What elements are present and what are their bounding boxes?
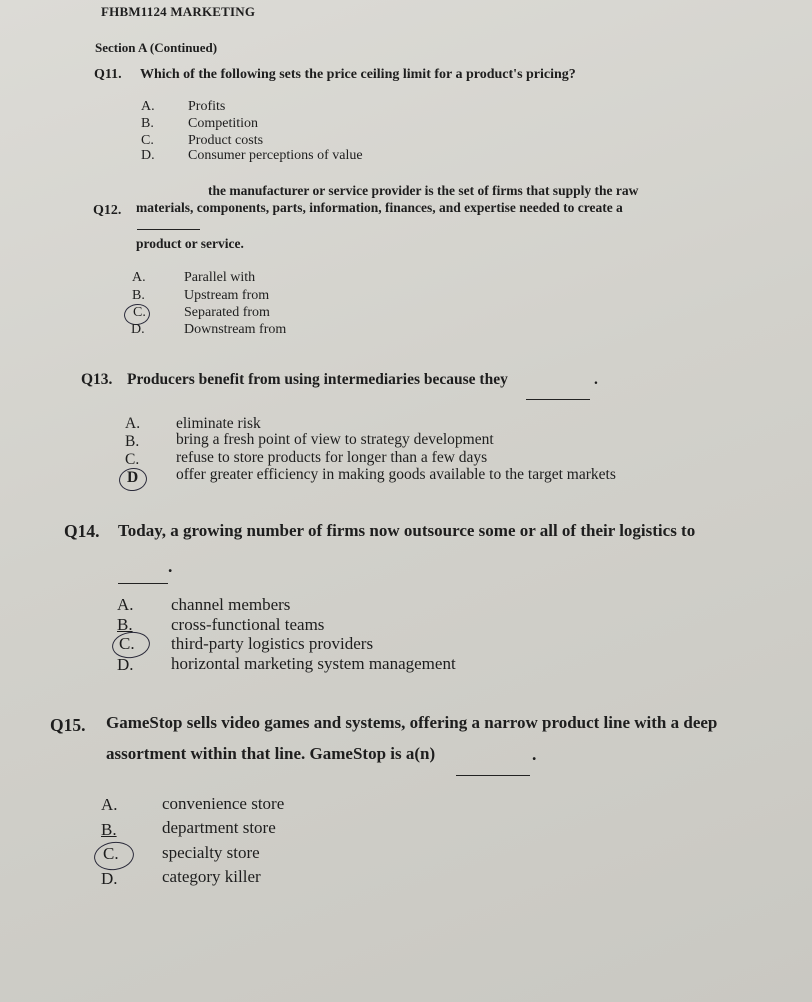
option-letter: B. xyxy=(117,615,133,634)
option-text: offer greater efficiency in making goods available to the target markets xyxy=(176,466,616,483)
option-letter: D. xyxy=(131,322,145,337)
course-title: FHBM1124 MARKETING xyxy=(101,4,256,19)
option-letter: D xyxy=(127,469,139,486)
option-text: channel members xyxy=(171,595,291,614)
option-text: third-party logistics providers xyxy=(171,634,374,653)
question-text: Which of the following sets the price ceiling limit for a product's pricing? xyxy=(140,67,576,82)
option-letter: D. xyxy=(117,655,134,674)
question-number: Q14. xyxy=(64,521,100,541)
option-text: Product costs xyxy=(188,133,264,148)
question-number: Q12. xyxy=(93,203,122,218)
option-text: Consumer perceptions of value xyxy=(188,148,363,163)
option-letter: A. xyxy=(117,595,134,614)
option-letter: C. xyxy=(125,451,140,468)
answer-blank xyxy=(526,387,590,405)
question-text: Today, a growing number of firms now outsource some or all of their logistics to xyxy=(118,521,696,540)
option-text: Downstream from xyxy=(184,322,287,337)
option-letter: A. xyxy=(141,99,155,114)
option-letter: B. xyxy=(101,820,117,839)
option-letter: C. xyxy=(103,844,119,863)
option-text: refuse to store products for longer than a few days xyxy=(176,449,488,466)
answer-circle-mark xyxy=(92,839,136,872)
option-text: convenience store xyxy=(162,794,285,813)
question-number: Q11. xyxy=(94,67,122,82)
option-letter: D. xyxy=(101,869,118,888)
option-letter: B. xyxy=(141,116,154,131)
option-letter: C. xyxy=(133,305,146,320)
option-text: Parallel with xyxy=(184,270,256,285)
option-text: Separated from xyxy=(184,305,270,320)
question-text-line2: materials, components, parts, information, finances, and expertise needed to create a xyxy=(136,200,623,215)
answer-circle-mark xyxy=(118,466,149,493)
question-text-line1: the manufacturer or service provider is the set of firms that supply the raw xyxy=(208,183,639,198)
question-end: . xyxy=(168,556,173,576)
option-text: department store xyxy=(162,818,276,837)
option-letter: A. xyxy=(132,270,146,285)
question-end: . xyxy=(594,371,598,388)
answer-blank xyxy=(137,217,200,235)
answer-blank xyxy=(118,571,168,589)
option-text: Profits xyxy=(188,99,226,114)
question-end: . xyxy=(532,744,537,764)
option-text: cross-functional teams xyxy=(171,615,325,634)
option-letter: A. xyxy=(101,795,118,814)
option-letter: C. xyxy=(141,133,154,148)
option-text: Competition xyxy=(188,116,258,131)
option-letter: A. xyxy=(125,415,141,432)
option-text: Upstream from xyxy=(184,288,270,303)
question-number: Q13. xyxy=(81,371,113,388)
question-text: Producers benefit from using intermediaries because they xyxy=(127,371,508,388)
option-letter: B. xyxy=(132,288,145,303)
option-text: bring a fresh point of view to strategy development xyxy=(176,431,494,448)
question-number: Q15. xyxy=(50,715,86,735)
option-letter: B. xyxy=(125,433,140,450)
option-text: category killer xyxy=(162,867,261,886)
section-heading: Section A (Continued) xyxy=(95,40,218,55)
answer-blank xyxy=(456,763,530,781)
option-text: horizontal marketing system management xyxy=(171,654,456,673)
option-letter: C. xyxy=(119,634,135,653)
option-letter: D. xyxy=(141,148,155,163)
question-text-line1: GameStop sells video games and systems, offering a narrow product line with a deep xyxy=(106,713,718,732)
option-text: eliminate risk xyxy=(176,415,261,432)
question-text-line3: product or service. xyxy=(136,236,244,251)
question-text-line2: assortment within that line. GameStop is a(n) xyxy=(106,744,436,763)
option-text: specialty store xyxy=(162,843,260,862)
